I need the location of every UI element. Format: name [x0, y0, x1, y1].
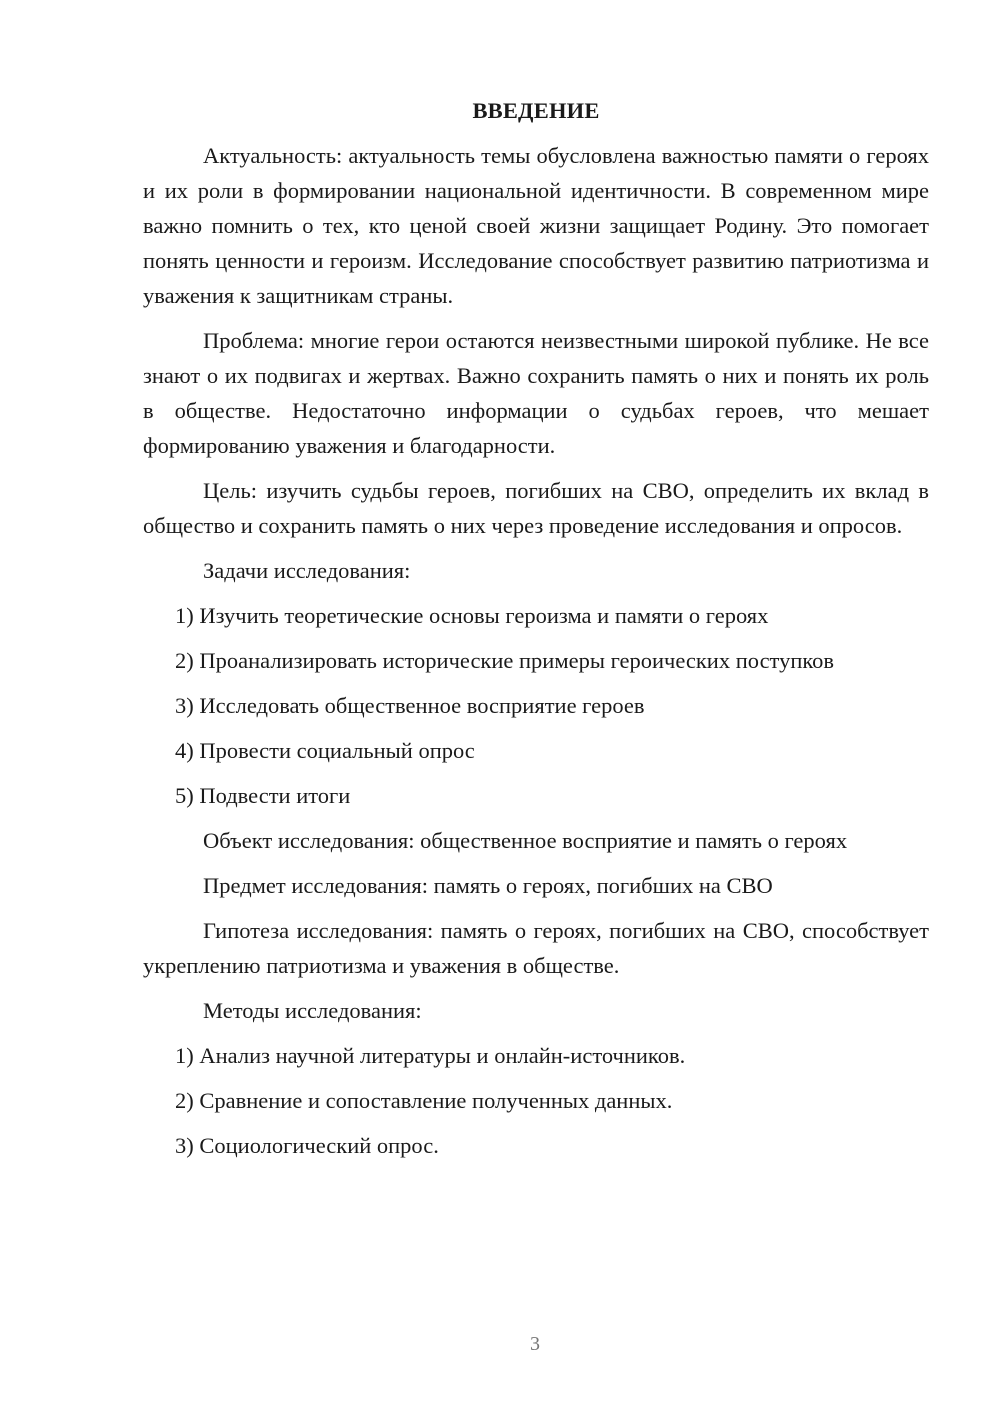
list-item: 1) Изучить теоретические основы героизма и памяти о героях: [175, 603, 769, 628]
relevance-paragraph: Актуальность: актуальность темы обусловлена важностью памяти о героях и их роли в формировании национальной идентичности. В современном мире важно помнить о тех, кто ценой своей жизни защищает Родину. Это помогает понять ценности и героизм. Исследование способствует развитию патриотизма и уважения к защитникам страны.: [143, 143, 929, 308]
object-line: Объект исследования: общественное восприятие и память о героях: [203, 828, 848, 853]
subject-line: Предмет исследования: память о героях, погибших на СВО: [203, 873, 773, 898]
methods-label: Методы исследования:: [203, 998, 422, 1023]
goal-paragraph: Цель: изучить судьбы героев, погибших на СВО, определить их вклад в общество и сохранить память о них через проведение исследования и опросов.: [143, 478, 929, 538]
problem-paragraph: Проблема: многие герои остаются неизвестными широкой публике. Не все знают о их подвигах и жертвах. Важно сохранить память о них и понять их роль в обществе. Недостаточно информации о судьбах героев, что мешает формированию уважения и благодарности.: [143, 328, 929, 458]
tasks-label: Задачи исследования:: [203, 558, 411, 583]
hypothesis-paragraph: Гипотеза исследования: память о героях, погибших на СВО, способствует укреплению патриотизма и уважения в обществе.: [143, 918, 929, 978]
section-title: ВВЕДЕНИЕ: [472, 98, 600, 123]
list-item: 5) Подвести итоги: [175, 783, 351, 808]
tasks-list: [143, 598, 929, 813]
list-item: 2) Сравнение и сопоставление полученных данных.: [175, 1088, 673, 1113]
page-number: 3: [530, 1333, 540, 1355]
document-body: [143, 93, 929, 1173]
methods-list: [143, 1038, 929, 1163]
list-item: 3) Исследовать общественное восприятие героев: [175, 693, 645, 718]
list-item: 2) Проанализировать исторические примеры героических поступков: [175, 648, 835, 673]
list-item: 4) Провести социальный опрос: [175, 738, 475, 763]
list-item: 3) Социологический опрос.: [175, 1133, 439, 1158]
list-item: 1) Анализ научной литературы и онлайн-источников.: [175, 1043, 686, 1068]
